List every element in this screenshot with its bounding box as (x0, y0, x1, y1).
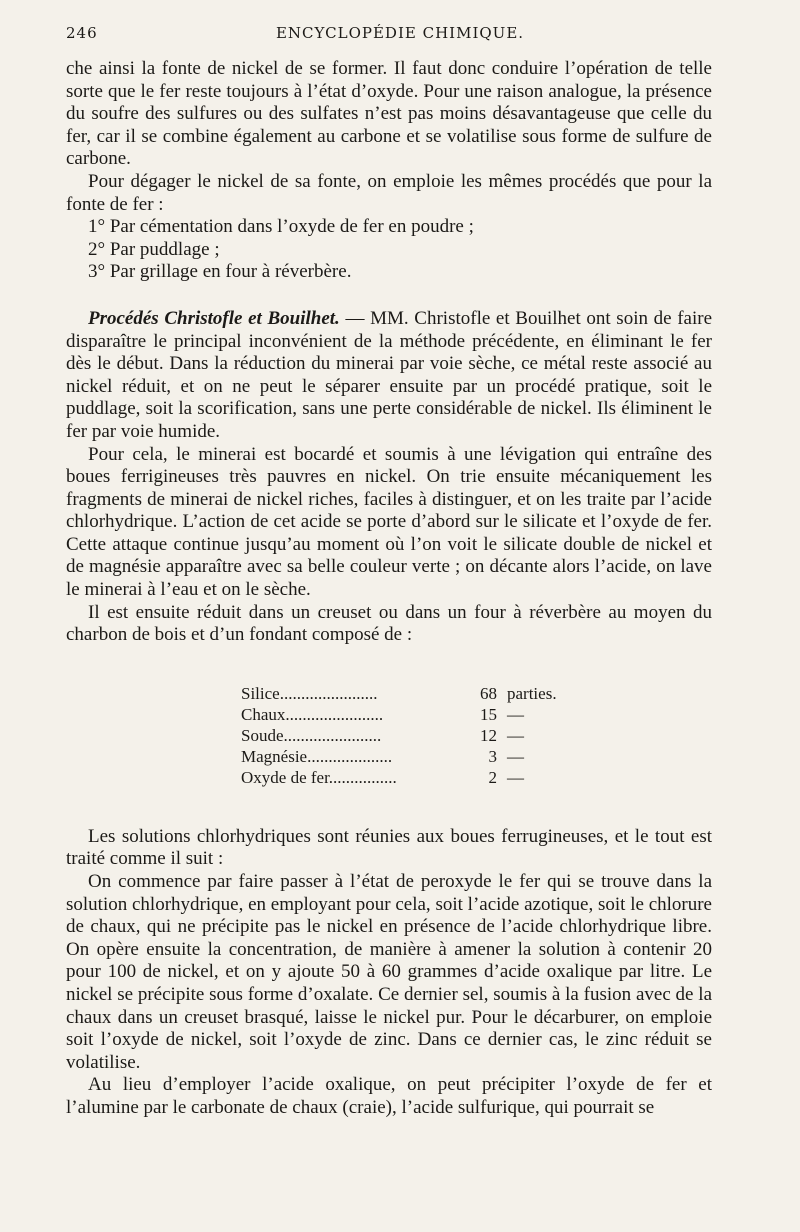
running-header (66, 24, 734, 48)
component-value: 15 (480, 704, 497, 724)
paragraph: Pour dégager le nickel de sa fonte, on emploie les mêmes procédés que pour la fonte de fer : (66, 170, 712, 215)
component-value: 2 (488, 767, 497, 787)
component-name: Oxyde de fer................ (241, 767, 397, 787)
component-unit: — (507, 704, 524, 724)
component-name: Chaux....................... (241, 704, 384, 724)
component-value: 12 (480, 725, 497, 745)
paragraph: Pour cela, le minerai est bocardé et soumis à une lévigation qui entraîne des boues ferrigineuses très pauvres en nickel. On trie ensuite mécaniquement les fragments de minerai de nickel riches, faciles à distinguer, et on les traite par l’acide chlorhydrique. L’action de cet acide se porte d’abord sur le silicate et l’oxyde de fer. Cette attaque continue jusqu’au moment où l’on voit le silicate double de nickel et de magnésie apparaître avec sa belle couleur verte ; on décante alors l’acide, on lave le minerai à l’eau et on le sèche. (66, 443, 712, 601)
paragraph: On commence par faire passer à l’état de peroxyde le fer qui se trouve dans la solution chlorhydrique, en employant pour cela, soit l’acide azotique, soit le chlorure de chaux, qui ne précipite pas le nickel en présence de l’acide chlorhydrique libre. On opère ensuite la concentration, de manière à amener la solution à contenir 20 pour 100 de nickel, et on y ajoute 50 à 60 grammes d’acide oxalique par litre. Le nickel se précipite sous forme d’oxalate. Ce dernier sel, soumis à la fusion avec de la chaux dans un creuset brasqué, laisse le nickel pur. Pour le décarburer, on emploie soit l’oxyde de nickel, soit l’oxyde de zinc. Dans ce dernier cas, le zinc réduit se volatilise. (66, 871, 712, 1073)
component-unit: parties. (507, 683, 557, 703)
section-heading: Procédés Christofle et Bouilhet. (88, 307, 340, 329)
paragraph: che ainsi la fonte de nickel de se former. Il faut donc conduire l’opération de telle sorte que le fer reste toujours à l’état d’oxyde. Pour une raison analogue, la présence du soufre des sulfures ou des sulfates n’est pas moins désavantageuse que celle du fer, car il se combine également au carbone et se volatilise sous forme de sulfure de carbone. (66, 58, 712, 170)
section-paragraph (66, 308, 712, 444)
component-unit: — (507, 725, 524, 745)
component-unit: — (507, 767, 524, 787)
component-value: 3 (488, 746, 497, 766)
table-row (241, 767, 577, 788)
text-body (66, 58, 712, 1120)
table-row (241, 725, 577, 746)
component-unit: — (507, 746, 524, 766)
list-item: 3° Par grillage en four à réverbère. (88, 261, 352, 283)
running-title: ENCYCLOPÉDIE CHIMIQUE. (275, 24, 525, 42)
paragraph: Il est ensuite réduit dans un creuset ou dans un four à réverbère au moyen du charbon de bois et d’un fondant composé de : (66, 601, 712, 646)
list-item: 2° Par puddlage ; (88, 238, 220, 260)
component-name: Magnésie.................... (241, 746, 393, 766)
component-name: Soude....................... (241, 725, 382, 745)
page-number: 246 (66, 24, 98, 42)
section-text: — MM. Christofle et Bouilhet ont soin de faire disparaître le principal inconvénient de la méthode précédente, en éliminant le fer dès le début. Dans la réduction du minerai par voie sèche, ce métal reste associé au nickel réduit, et on ne peut le séparer ensuite par un procédé pratique, soit le puddlage, soit la scorification, sans une perte considérable de nickel. Ils éliminent le fer par voie humide. (66, 307, 713, 442)
list-item: 1° Par cémentation dans l’oxyde de fer en poudre ; (88, 216, 474, 238)
component-name: Silice....................... (241, 683, 378, 703)
paragraph: Les solutions chlorhydriques sont réunies aux boues ferrugineuses, et le tout est traité comme il suit : (66, 825, 712, 870)
flux-composition-table (241, 683, 577, 788)
table-row (241, 704, 577, 725)
table-row (241, 746, 577, 767)
paragraph: Au lieu d’employer l’acide oxalique, on peut précipiter l’oxyde de fer et l’alumine par le carbonate de chaux (craie), l’acide sulfurique, qui pourrait se (66, 1074, 712, 1118)
table-row (241, 683, 577, 704)
component-value: 68 (480, 683, 497, 703)
